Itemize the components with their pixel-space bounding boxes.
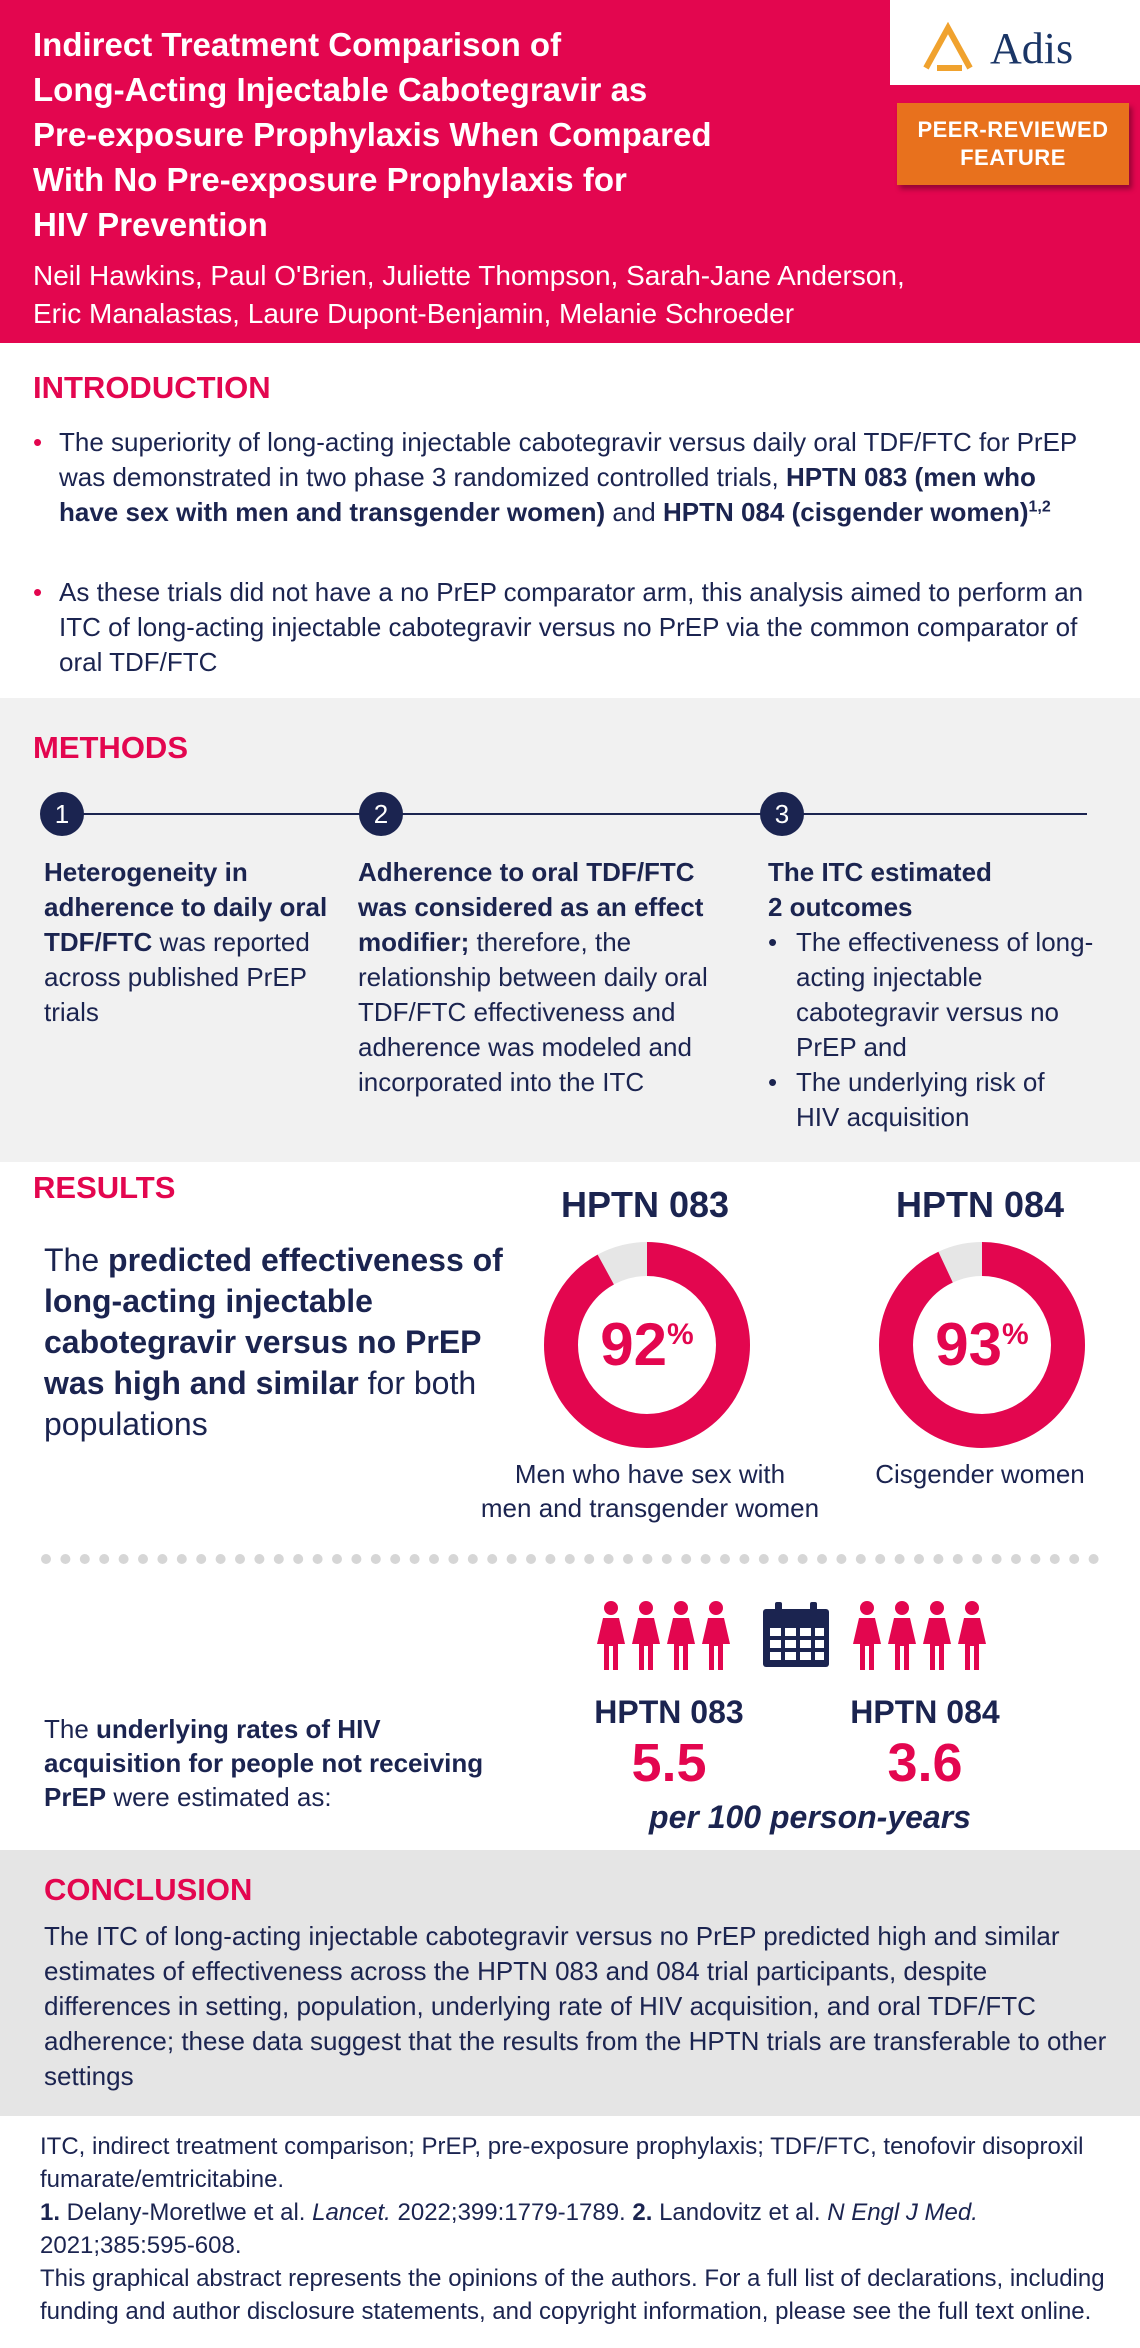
- step-1-text: [44, 855, 334, 1030]
- step-bold: Adherence to oral TDF/FTC was considered as an effect modifier;: [358, 857, 704, 957]
- introduction-heading: INTRODUCTION: [33, 370, 271, 405]
- donut-083-caption: [440, 1457, 860, 1525]
- people-083-icon: [596, 1600, 736, 1672]
- value-number: 92: [600, 1311, 668, 1378]
- donut-084-trial-label: HPTN 084: [895, 1184, 1065, 1225]
- bullet-dot: •: [33, 577, 43, 607]
- step-sub-item: • The effectiveness of long-acting injectable cabotegravir versus no PrEP and: [768, 927, 1094, 1062]
- bullet-dot: •: [33, 427, 43, 457]
- rates-description: [44, 1712, 524, 1814]
- bullet-bold: HPTN 084 (cisgender women): [662, 497, 1029, 527]
- donut-083-trial-label: HPTN 083: [560, 1184, 730, 1225]
- summary-text: The: [44, 1242, 109, 1278]
- bullet-bold: HPTN 083 (men who have sex with men and transgender women): [59, 462, 1036, 527]
- people-084-icon: [852, 1600, 992, 1672]
- reference-detail: 2022;399:1779-1789.: [390, 2199, 633, 2226]
- rates-bold: underlying rates of HIV acquisition for people not receiving PrEP: [44, 1714, 484, 1812]
- conclusion-heading: CONCLUSION: [44, 1872, 253, 1907]
- badge-line: PEER-REVIEWED: [917, 117, 1109, 142]
- step-3-text: [768, 855, 1108, 1135]
- step-sub-text: The underlying risk of HIV acquisition: [796, 1067, 1045, 1132]
- donut-084-caption: [840, 1457, 1120, 1491]
- results-heading: RESULTS: [33, 1170, 176, 1205]
- reference-number: 2.: [632, 2199, 653, 2226]
- step-2-number: 2: [359, 792, 403, 836]
- summary-bold: predicted effectiveness of long-acting injectable cabotegravir versus no PrEP was high and similar: [44, 1242, 503, 1401]
- reference-authors: Delany-Moretlwe et al.: [60, 2199, 313, 2226]
- abbreviations: ITC, indirect treatment comparison; PrEP, pre-exposure prophylaxis; TDF/FTC, tenofovir disoproxil fumarate/emtricitabine.: [40, 2133, 1084, 2193]
- logo-text: Adis: [990, 24, 1074, 73]
- reference-journal: Lancet.: [312, 2199, 391, 2226]
- value-number: 93: [935, 1311, 1003, 1378]
- bullet-text: The superiority of long-acting injectable cabotegravir versus daily oral TDF/FTC for PrEP was demonstrated in two phase 3 randomized controlled trials,: [59, 427, 1077, 492]
- authors: [33, 257, 1033, 333]
- step-2-text: [358, 855, 748, 1100]
- peer-reviewed-badge: [897, 103, 1129, 185]
- reference-journal: N Engl J Med.: [827, 2199, 978, 2226]
- rate-083-value: 5.5: [631, 1733, 707, 1793]
- step-sub-item: • The underlying risk of HIV acquisition: [768, 1067, 1045, 1132]
- footer: [40, 2130, 1110, 2328]
- caption-line: Men who have sex with: [514, 1459, 786, 1489]
- badge-line: FEATURE: [960, 145, 1066, 170]
- title-line: Pre-exposure Prophylaxis When Compared: [33, 116, 712, 153]
- caption-line: Cisgender women: [875, 1459, 1085, 1489]
- title-line: Indirect Treatment Comparison of: [33, 26, 562, 63]
- intro-bullet-1: [33, 425, 1093, 530]
- dotted-divider: [40, 1553, 1100, 1565]
- reference-number: 1.: [40, 2199, 61, 2226]
- authors-line: Neil Hawkins, Paul O'Brien, Juliette Thompson, Sarah-Jane Anderson,: [33, 260, 905, 291]
- conclusion-text: The ITC of long-acting injectable cabotegravir versus no PrEP predicted high and similar estimates of effectiveness across the HPTN 083 and 084 trial participants, despite differences in setting, population, underlying rate of HIV acquisition, and oral TDF/FTC adherence; these data suggest that the results from the HPTN trials are transferable to other settings: [44, 1921, 1107, 2091]
- title-line: With No Pre-exposure Prophylaxis for: [33, 161, 627, 198]
- step-body: was reported across published PrEP trials: [44, 927, 310, 1027]
- rate-084-label: HPTN 084: [850, 1694, 1000, 1730]
- bullet-text: and: [605, 497, 663, 527]
- title-line: HIV Prevention: [33, 206, 268, 243]
- intro-bullet-2: [33, 575, 1093, 680]
- step-bold: Heterogeneity in adherence to daily oral TDF/FTC: [44, 857, 328, 957]
- step-bold: The ITC estimated 2 outcomes: [768, 857, 992, 922]
- step-body: therefore, the relationship between daily oral TDF/FTC effectiveness and adherence was modeled and incorporated into the ITC: [358, 927, 708, 1097]
- disclaimer: This graphical abstract represents the opinions of the authors. For a full list of declarations, including funding and author disclosure statements, and copyright information, please see the full text online.: [40, 2265, 1105, 2325]
- step-1-number: 1: [40, 792, 84, 836]
- authors-line: Eric Manalastas, Laure Dupont-Benjamin, Melanie Schroeder: [33, 298, 795, 329]
- publisher-logo: [890, 0, 1140, 85]
- methods-timeline: [62, 813, 1087, 815]
- step-3-number: 3: [760, 792, 804, 836]
- caption-line: men and transgender women: [480, 1493, 820, 1523]
- title-line: Long-Acting Injectable Cabotegravir as: [33, 71, 648, 108]
- donut-083-value: [544, 1310, 750, 1380]
- step-sub-text: The effectiveness of long-acting injectable cabotegravir versus no PrEP and: [796, 927, 1094, 1062]
- value-unit: %: [1002, 1318, 1029, 1351]
- bullet-text: As these trials did not have a no PrEP comparator arm, this analysis aimed to perform an ITC of long-acting injectable cabotegravir versus no PrEP via the common comparator of oral TDF/FTC: [59, 577, 1084, 677]
- rates-text: were estimated as:: [106, 1782, 332, 1812]
- calendar-icon: [760, 1600, 832, 1670]
- references: [40, 2196, 1110, 2262]
- reference-superscript: 1,2: [1028, 498, 1051, 516]
- page-title: [33, 22, 873, 247]
- value-unit: %: [667, 1318, 694, 1351]
- rate-084-value: 3.6: [887, 1733, 963, 1793]
- rate-083-label: HPTN 083: [594, 1694, 744, 1730]
- donut-084-value: [879, 1310, 1085, 1380]
- results-summary: [44, 1240, 524, 1445]
- rates-text: The: [44, 1714, 97, 1744]
- reference-detail: 2021;385:595-608.: [40, 2232, 242, 2259]
- reference-authors: Landovitz et al.: [652, 2199, 828, 2226]
- summary-text: for both populations: [44, 1365, 477, 1442]
- adis-chevron-icon: [920, 22, 976, 72]
- rate-unit: per 100 person-years: [649, 1799, 971, 1835]
- methods-heading: METHODS: [33, 730, 188, 765]
